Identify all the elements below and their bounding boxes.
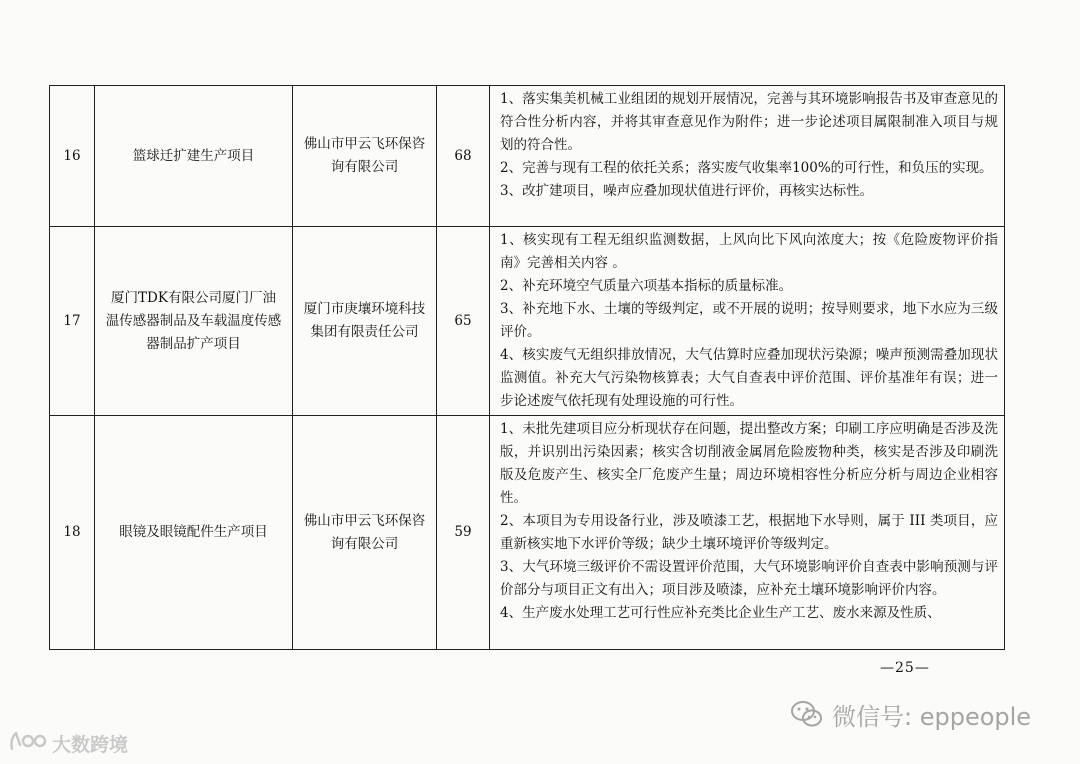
review-comments <box>490 86 1005 227</box>
table-row <box>50 86 1005 227</box>
comment-item: 2、本项目为专用设备行业，涉及喷漆工艺，根据地下水导则，属于 III 类项目，应重新核实地下水评价等级；缺少土壤环境评价等级判定。 <box>500 513 998 552</box>
table-row <box>50 227 1005 416</box>
comment-item: 3、改扩建项目，噪声应叠加现状值进行评价，再核实达标性。 <box>500 183 874 199</box>
score: 59 <box>437 416 490 650</box>
table-row <box>50 416 1005 650</box>
comment-item: 3、大气环境三级评价不需设置评价范围，大气环境影响评价自查表中影响预测与评价部分与项目正文有出入；项目涉及喷漆，应补充土壤环境影响评价内容。 <box>500 559 998 598</box>
comment-item: 1、未批先建项目应分析现状存在问题，提出整改方案；印刷工序应明确是否涉及洗版，并识别出污染因素；核实含切削液金属屑危险废物种类，核实是否涉及印刷洗版及危废产生、核实全厂危废产生量；周边环境相容性分析应分析与周边企业相容性。 <box>500 421 998 506</box>
wechat-icon <box>790 699 824 729</box>
brand-name: 大数跨境 <box>52 733 129 756</box>
row-number: 17 <box>50 227 95 416</box>
brand-logo-icon <box>8 729 48 758</box>
score: 65 <box>437 227 490 416</box>
row-number: 16 <box>50 86 95 227</box>
wechat-id-text: 微信号: eppeople <box>832 702 1032 731</box>
review-comments <box>490 227 1005 416</box>
project-name: 厦门TDK有限公司厦门厂油温传感器制品及车载温度传感器制品扩产项目 <box>95 227 293 416</box>
review-comments <box>490 416 1005 650</box>
review-table <box>49 85 1005 650</box>
comment-item: 2、补充环境空气质量六项基本指标的质量标准。 <box>500 278 793 294</box>
comment-item: 4、核实废气无组织排放情况，大气估算时应叠加现状污染源；噪声预测需叠加现状监测值。补充大气污染物核算表；大气自查表中评价范围、评价基准年有误；进一步论述废气依托现有处理设施的可行性。 <box>500 347 998 409</box>
wechat-watermark <box>790 694 1031 734</box>
comment-item: 4、生产废水处理工艺可行性应补充类比企业生产工艺、废水来源及性质、 <box>500 605 941 621</box>
score: 68 <box>437 86 490 227</box>
comment-item: 1、核实现有工程无组织监测数据，上风向比下风向浓度大；按《危险废物评价指南》完善相关内容 。 <box>500 232 998 271</box>
preparing-unit: 佛山市甲云飞环保咨询有限公司 <box>293 416 437 650</box>
brand-watermark <box>8 728 128 758</box>
project-name: 眼镜及眼镜配件生产项目 <box>95 416 293 650</box>
row-number: 18 <box>50 416 95 650</box>
project-name: 篮球迁扩建生产项目 <box>95 86 293 227</box>
comment-item: 2、完善与现有工程的依托关系；落实废气收集率100%的可行性，和负压的实现。 <box>500 160 993 176</box>
preparing-unit: 厦门市庚壤环境科技集团有限责任公司 <box>293 227 437 416</box>
preparing-unit: 佛山市甲云飞环保咨询有限公司 <box>293 86 437 227</box>
page-number: —25— <box>880 660 930 676</box>
comment-item: 3、补充地下水、土壤的等级判定，或不开展的说明；按导则要求，地下水应为三级评价。 <box>500 301 998 340</box>
comment-item: 1、落实集美机械工业组团的规划开展情况，完善与其环境影响报告书及审查意见的符合性分析内容，并将其审查意见作为附件；进一步论述项目属限制准入项目与规划的符合性。 <box>500 91 998 153</box>
